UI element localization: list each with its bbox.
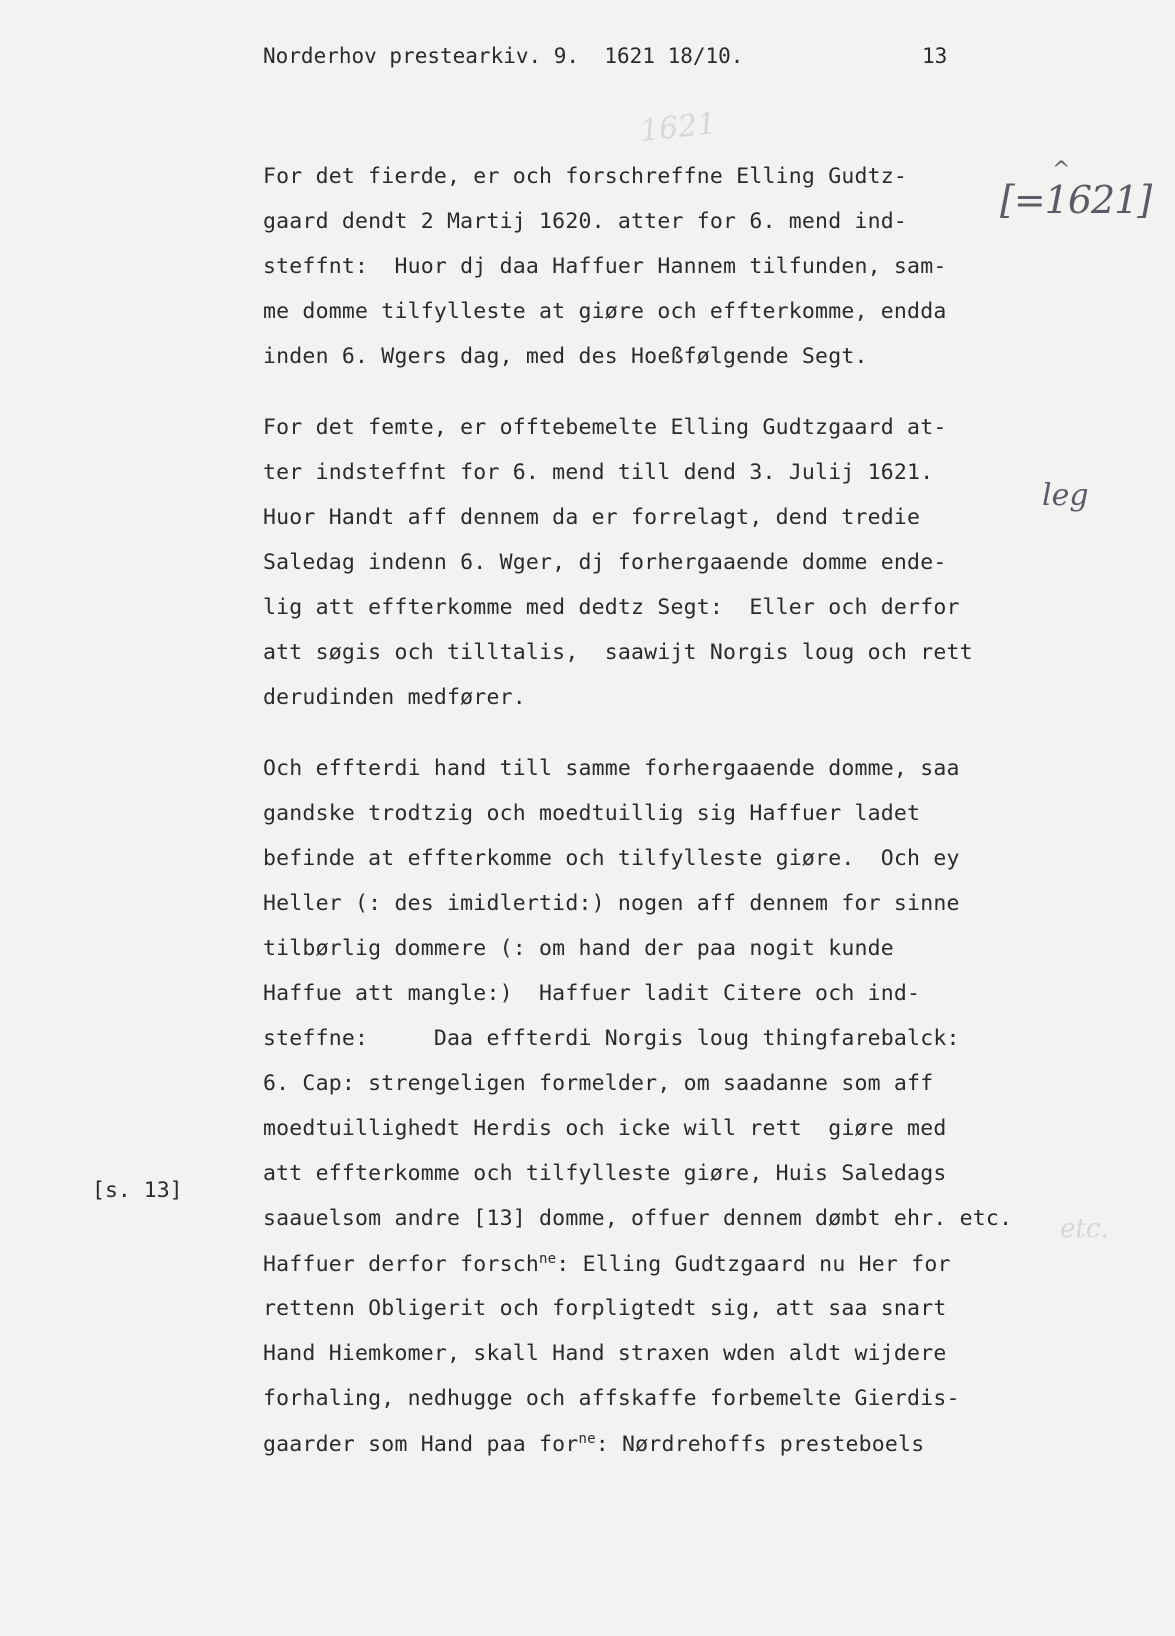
text-line: derudinden medfører. bbox=[263, 685, 526, 710]
text-line: Haffue att mangle:) Haffuer ladit Citere och ind- bbox=[263, 981, 921, 1006]
handwritten-margin-note: leg bbox=[1042, 478, 1089, 513]
faint-bleed-through: etc. bbox=[1060, 1214, 1109, 1244]
text-line: ter indsteffnt for 6. mend till dend 3. Julij 1621. bbox=[263, 460, 934, 485]
text-segment: : Nørdrehoffs presteboels bbox=[595, 1432, 925, 1458]
superscript: ne bbox=[539, 1251, 557, 1267]
text-segment: Haffuer derfor forsch bbox=[263, 1252, 540, 1278]
text-line: Hand Hiemkomer, skall Hand straxen wden aldt wijdere bbox=[263, 1341, 947, 1366]
margin-page-reference: [s. 13] bbox=[92, 1178, 183, 1203]
text-line: inden 6. Wgers dag, med des Hoeßfølgende Segt. bbox=[263, 344, 868, 369]
text-line: Heller (: des imidlertid:) nogen aff dennem for sinne bbox=[263, 891, 960, 916]
text-line: For det fierde, er och forschreffne Elling Gudtz- bbox=[263, 164, 908, 189]
text-line: rettenn Obligerit och forpligtedt sig, att saa snart bbox=[263, 1296, 947, 1321]
faint-bleed-through: 1621 bbox=[638, 106, 718, 149]
text-line: steffne: Daa effterdi Norgis loug thingfarebalck: bbox=[263, 1026, 960, 1051]
text-line: att søgis och tilltalis, saawijt Norgis loug och rett bbox=[263, 640, 973, 665]
text-line: Huor Handt aff dennem da er forrelagt, dend tredie bbox=[263, 505, 921, 530]
text-segment: gaarder som Hand paa for bbox=[263, 1432, 579, 1458]
text-line bbox=[263, 1251, 951, 1277]
text-line: moedtuillighedt Herdis och icke will rett giøre med bbox=[263, 1116, 947, 1141]
text-line: Och effterdi hand till samme forhergaaende domme, saa bbox=[263, 756, 960, 781]
handwritten-year-annotation: [=1621] bbox=[1000, 178, 1152, 222]
handwritten-tick: ^ bbox=[1052, 158, 1071, 183]
text-line: tilbørlig dommere (: om hand der paa nogit kunde bbox=[263, 936, 894, 961]
text-line: saauelsom andre [13] domme, offuer dennem dømbt ehr. etc. bbox=[263, 1206, 1013, 1231]
text-segment: : Elling Gudtzgaard nu Her for bbox=[556, 1252, 951, 1278]
text-line: lig att effterkomme med dedtz Segt: Eller och derfor bbox=[263, 595, 960, 620]
page-number: 13 bbox=[922, 44, 948, 68]
text-line: For det femte, er offtebemelte Elling Gudtzgaard at- bbox=[263, 415, 947, 440]
text-line: att effterkomme och tilfylleste giøre, Huis Saledags bbox=[263, 1161, 947, 1186]
superscript: ne bbox=[578, 1431, 596, 1447]
text-line bbox=[263, 1431, 924, 1457]
page-header: Norderhov prestearkiv. 9. 1621 18/10. bbox=[263, 44, 744, 68]
text-line: Saledag indenn 6. Wger, dj forhergaaende domme ende- bbox=[263, 550, 947, 575]
text-line: steffnt: Huor dj daa Haffuer Hannem tilfunden, sam- bbox=[263, 254, 947, 279]
text-line: befinde at effterkomme och tilfylleste giøre. Och ey bbox=[263, 846, 960, 871]
text-line: gaard dendt 2 Martij 1620. atter for 6. mend ind- bbox=[263, 209, 908, 234]
text-line: me domme tilfylleste at giøre och effterkomme, endda bbox=[263, 299, 947, 324]
text-line: 6. Cap: strengeligen formelder, om saadanne som aff bbox=[263, 1071, 934, 1096]
text-line: gandske trodtzig och moedtuillig sig Haffuer ladet bbox=[263, 801, 921, 826]
text-line: forhaling, nedhugge och affskaffe forbemelte Gierdis- bbox=[263, 1386, 960, 1411]
